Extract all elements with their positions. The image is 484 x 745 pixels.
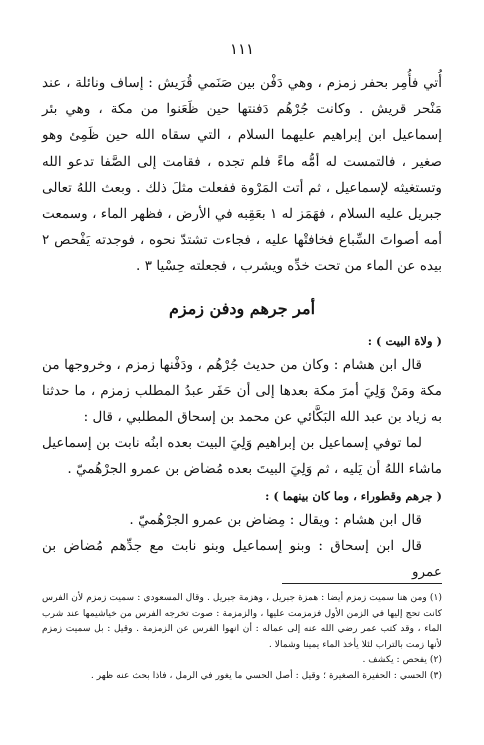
footnote-3: (٣) الحسي : الحفيرة الصغيرة ؛ وقيل : أصل الحسي ما يغور في الرمل ، فاذا بحث عنه ظهر .: [90, 669, 442, 681]
subheading-custodians: ( ولاة البيت ) :: [367, 333, 442, 348]
subheading-jurhum-qaturaa: ( جرهم وقطوراء ، وما كان بينهما ) :: [265, 488, 442, 503]
paragraph-ibn-hisham-note: قال ابن هشام : ويقال : مِضاض بن عمرو الجرْهُميّ .: [129, 511, 422, 528]
section-title: أمر جرهم ودفن زمزم: [168, 298, 316, 318]
paragraph-zamzam-origin: أُتي فأُمِر بحفر زمزم ، وهي دَفْن بين صَنَمي قُرَيش : إساف ونائلة ، عند مَنْحر قريش . وكانت جُرْهُم دَفنتها حين ظَعَنوا من مكة ، وهي بئر إسماعيل ابن إبراهيم عليهما السلام ، التي سقاه الله حين ظَمِئ وهو صغير ، فالتمست له أمُّه ماءً فلم تجده ، فقامت إلى الصَّفا تدعو الله وتستغيثه لإسماعيل ، ثم أتت المَرْوة ففعلت مثلَ ذلك . وبعث اللهُ تعالى جبريل عليه السلام ، فهَمَز له ١ بعَقِبه في الأرض ، فظهر الماء ، وسمعت أمه أصواتَ السِّباع فخافتْها عليه ، فجاءت تشتدّ نحوه ، فوجدته يَفْحص ٢ بيده عن الماء من تحت خدِّه ويشرب ، فجعلته حِسْيا ٣ .: [42, 75, 442, 275]
footnote-2: (٢) يفحص : يكشف .: [362, 654, 442, 665]
paragraph-jurhum-history: قال ابن هشام : وكان من حديث جُرْهُم ، ودَفْنها زمزم ، وخروجها من مكة ومَنْ وَلِيَ أمرَ مكة بعدها إلى أن حَفَر عبدُ المطلب زمزم ، ما حدثنا به زياد بن عبد الله البَكَّائي عن محمد بن إسحاق المطلبي ، قال :: [42, 356, 442, 426]
main-text: [42, 70, 442, 585]
paragraph-ibn-ishaq: قال ابن إسحاق : وبنو إسماعيل وبنو نابت مع جدِّهم مُضاض بن عمرو: [42, 537, 442, 581]
footnotes: [42, 590, 442, 683]
paragraph-nabit: لما توفي إسماعيل بن إبراهيم وَلِيَ البيت بعده ابنُه نابت بن إسماعيل ماشاء اللهُ أن يَليه ، ثم وَلِيَ البيتَ بعده مُضاض بن عمرو الجرْهُميّ .: [42, 435, 442, 478]
page-number: ١١١: [229, 40, 255, 58]
footnote-1: (١) ومن هنا سميت زمزم أيضا : همزة جبريل ، وهزمة جبريل . وقال المسعودي : سميت زمزم لأن الفرس كانت تحج إليها في الزمن الأول فزمزمت عليها ، والزمزمة : صوت تخرجه الفرس من خياشيمها عند شرب الماء ، وقد كتب عمر رضي الله عنه إلى عماله : أن انهوا الفرس عن الزمزمة . وقيل : بل سميت زمزم لأنها زمت بالتراب لئلا يأخذ الماء يمينا وشمالا .: [42, 592, 442, 650]
footnote-divider: [282, 583, 442, 584]
